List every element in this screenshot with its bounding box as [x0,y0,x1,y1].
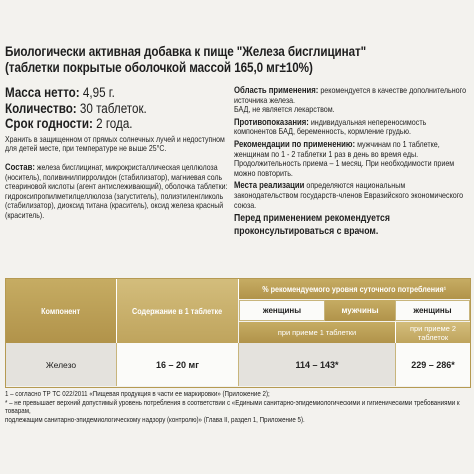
header-men [325,300,395,321]
contraindications [234,118,469,137]
row-one-tablet [238,343,395,386]
header-intake-one [239,322,395,343]
product-title [5,44,404,75]
footnote-1: 1 – согласно ТР ТС 022/2011 «Пищевая продукция в части ее маркировки» (Приложение 2); [5,389,270,398]
storage-text: Хранить в защищенном от прямых солнечных лучей и недоступном для детей месте, при температуре не выше 25°C. [5,134,225,154]
row-component [6,343,116,386]
header-content [116,279,238,343]
usage-recommendations [234,140,469,178]
header-women-1 [239,300,325,321]
left-column [5,86,231,221]
footnote-2: * – не превышает верхний допустимый уровень потребления в соответствии с «Едиными санитарно-эпидемиологическими и гигиеническими требованиями к товарам, [5,397,460,416]
row-two-tablets-text: 229 – 286* [411,359,455,370]
product-title-line2: (таблетки покрытые оболочкой массой 165,0 мг±10%) [5,59,313,75]
header-intake-two [395,322,470,343]
composition-label: Состав: [5,161,35,172]
places-of-sale-text: определяются национальным законодательством государств-членов Евразийского экономического союза. [234,181,464,210]
header-component [6,279,116,343]
application-area-label: Область применения: [234,85,319,95]
footnotes [5,390,469,425]
mass-value: 4,95 г. [82,85,115,101]
contraindications-label: Противопоказания: [234,116,309,127]
composition-text: железа бисглицинат, микрокристаллическая целлюлоза (носитель), поливинилпирролидон (стабилизатор), магниевая соль стеариновой кислоты (агент антислеживающий), оболочка таблетки: гидроксипропилметилцеллюлоза (загуститель), полиэтиленгликоль (стабилизатор), диоксид титана (краситель), оксид железа красный (краситель). [5,162,228,220]
supplement-notice: БАД, не является лекарством. [234,105,335,115]
places-of-sale [234,181,469,210]
contraindications-text: индивидуальная непереносимость компонентов БАД, беременность, кормление грудью. [234,117,427,137]
row-content-text: 16 – 20 мг [156,359,199,370]
quantity-label: Количество: [5,100,77,117]
mass-label: Масса нетто: [5,85,80,101]
row-two-tablets [395,343,470,386]
header-women-2-text: женщины [413,306,452,315]
header-intake-two-text: при приеме 2 таблеток [409,323,456,342]
quantity-value: 30 таблеток. [79,100,147,117]
usage-recommendations-text: мужчинам по 1 таблетке, женщинам по 1 - 2 таблетки 1 раз в день во время еды. Продолжительность приема – 1 месяц. При необходимости прием можно повторить. [234,139,455,178]
row-component-text: Железо [45,359,77,370]
header-content-text: Содержание в 1 таблетке [132,306,223,316]
header-women-2 [395,300,470,321]
header-intake-one-text: при приеме 1 таблетки [277,328,357,337]
shelf-life-row [5,117,190,133]
header-men-text: мужчины [341,306,379,315]
header-percent [238,279,470,299]
usage-recommendations-label: Рекомендации по применению: [234,138,356,149]
shelf-life-value: 2 года. [96,116,133,133]
nutrition-table [5,278,471,388]
consult-doctor-line2: проконсультироваться с врачом. [234,225,379,237]
footnote-3: подлежащим санитарно-эпидемиологическому надзору (контролю)» (Глава II, раздел 1, Приложение 5). [5,415,305,425]
shelf-life-label: Срок годности: [5,116,93,133]
composition [5,163,230,221]
header-women-1-text: женщины [262,306,302,315]
application-area [234,86,469,115]
product-title-line1: Биологически активная добавка к пище "Железа бисглицинат" [5,44,367,59]
row-one-tablet-text: 114 – 143* [295,359,339,370]
header-percent-text: % рекомендуемого уровня суточного потребления¹ [262,284,447,294]
application-area-text: рекомендуется в качестве дополнительного источника железа. [234,86,467,105]
consult-doctor-line1: Перед применением рекомендуется [234,213,390,225]
mass-row [5,86,190,102]
quantity-row [5,102,190,118]
row-content [116,343,238,386]
header-component-text: Компонент [41,306,81,316]
right-column [234,86,470,238]
places-of-sale-label: Места реализации [234,180,305,191]
